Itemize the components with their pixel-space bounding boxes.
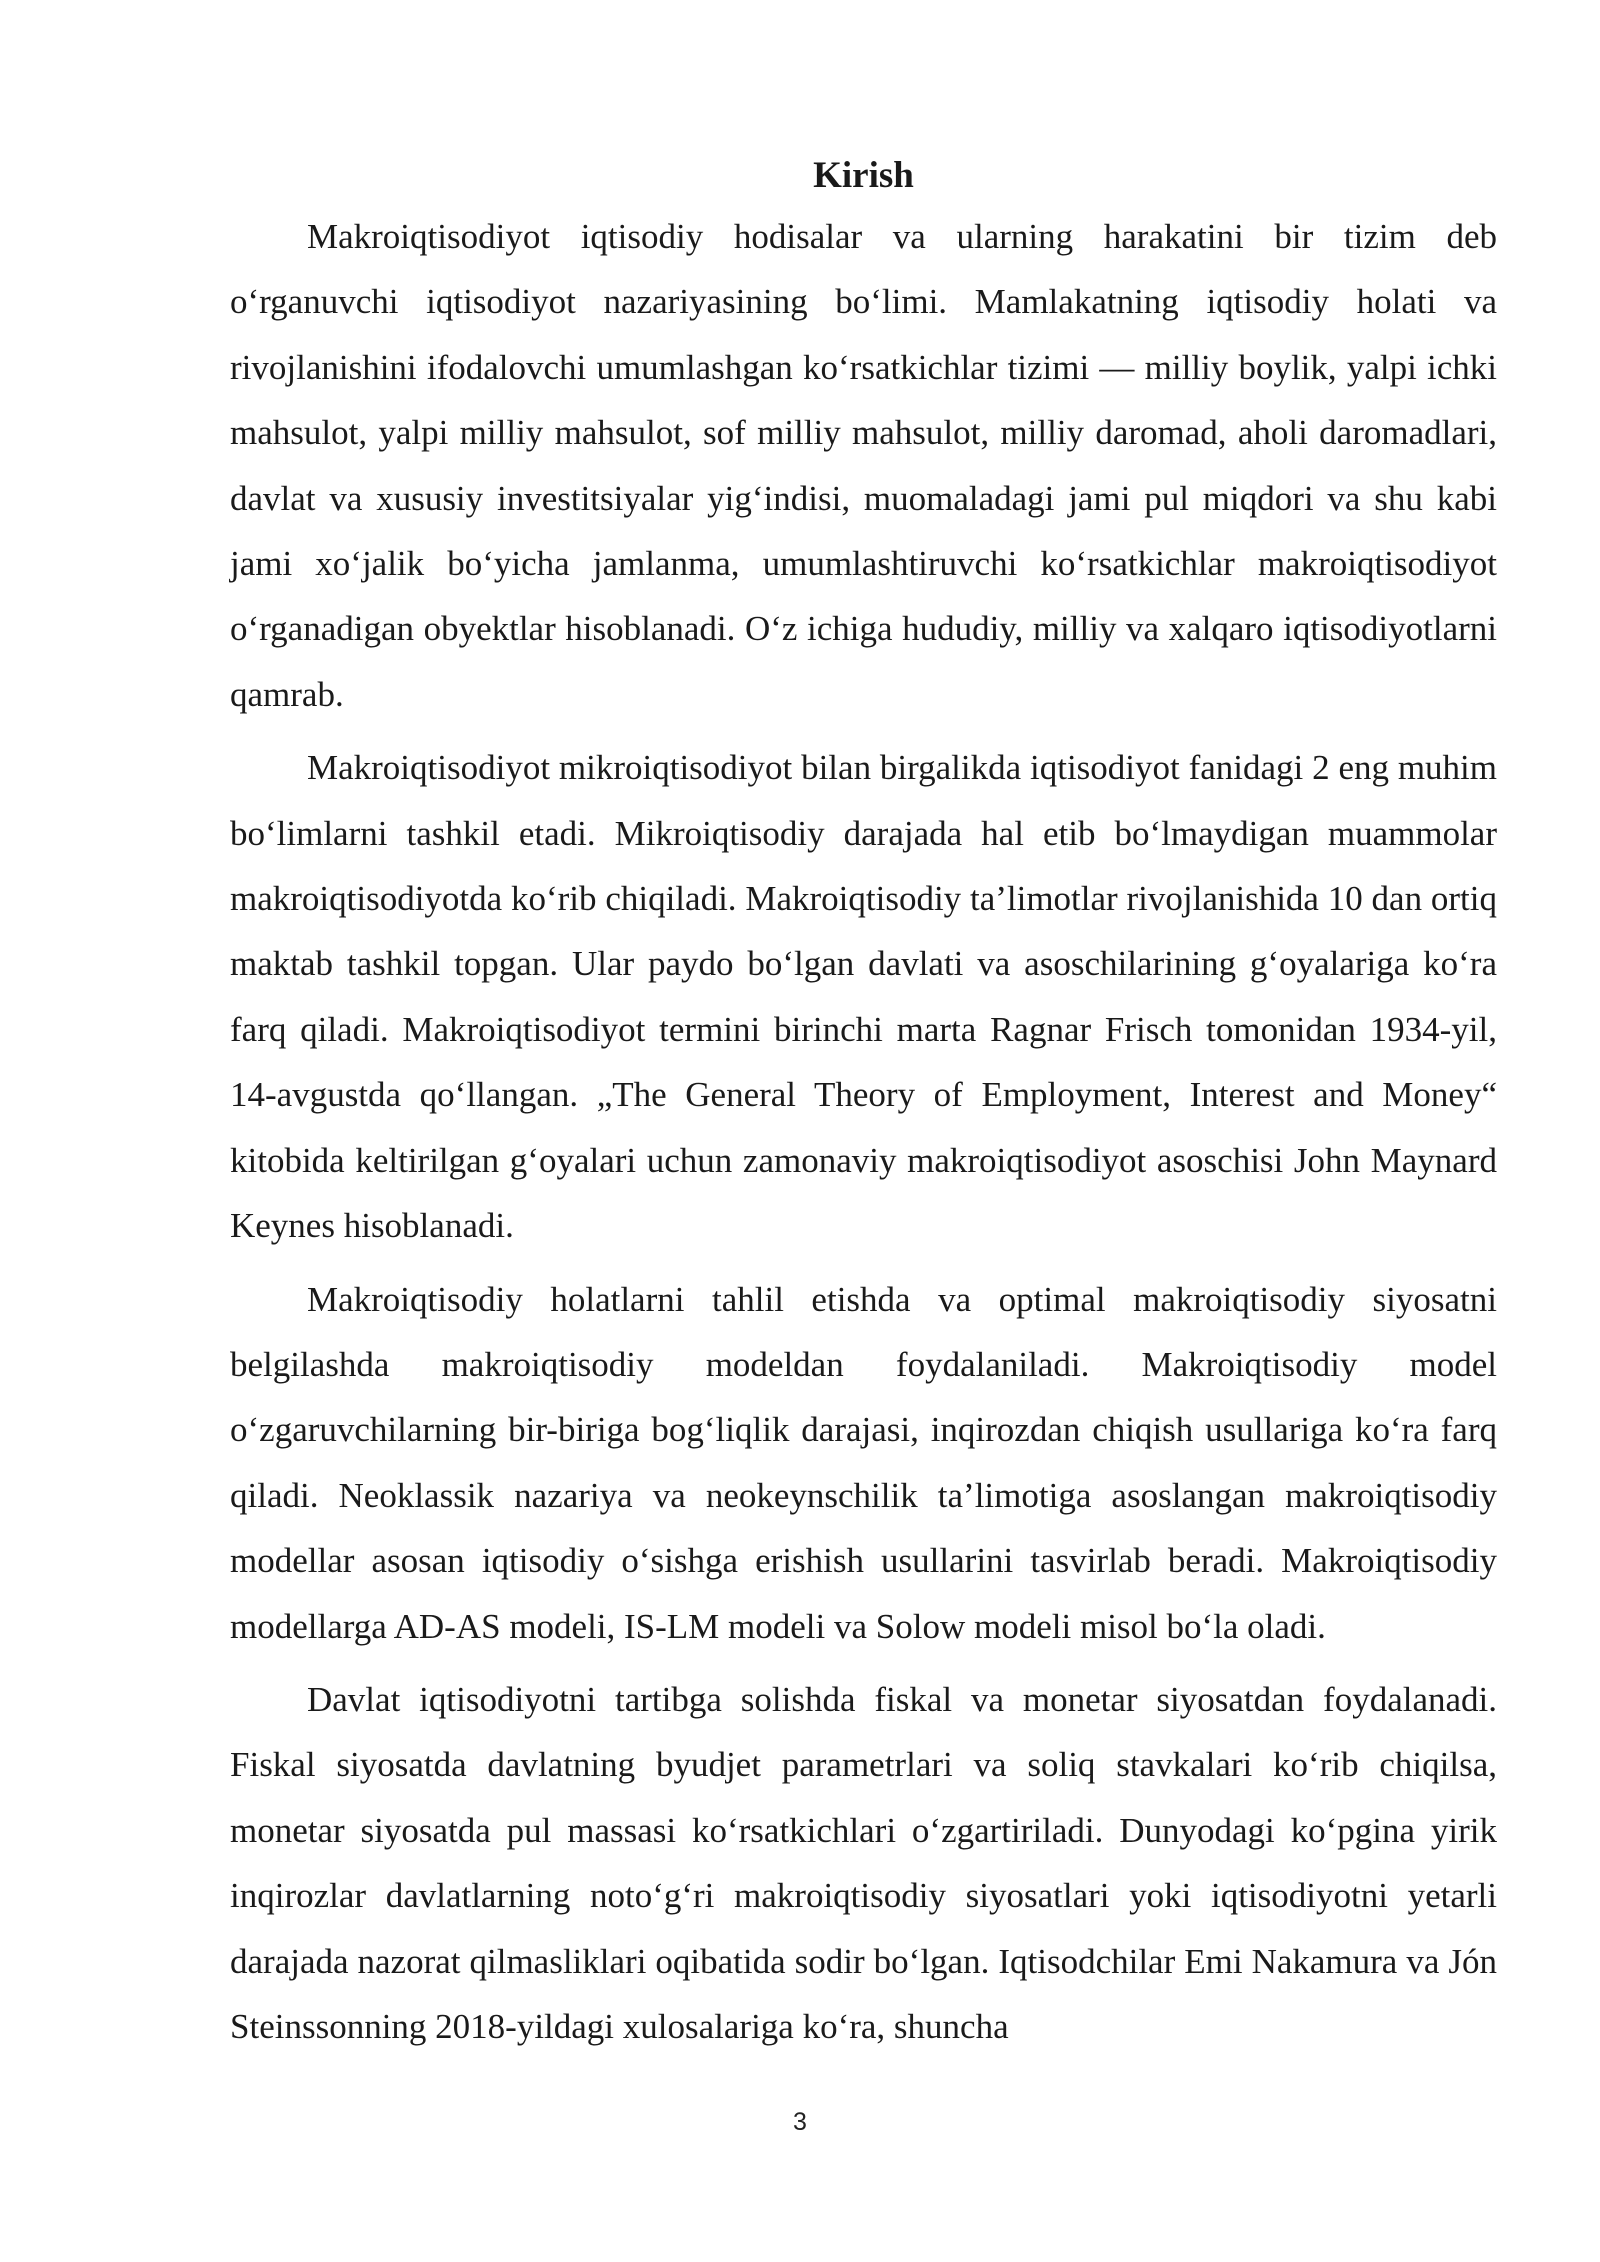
- page-title: Kirish: [813, 155, 914, 196]
- page-body: [230, 150, 1497, 2067]
- paragraph-2: Makroiqtisodiyot mikroiqtisodiyot bilan birgalikda iqtisodiyot fanidagi 2 eng muhim bo‘limlarni tashkil etadi. Mikroiqtisodiy darajada hal etib bo‘lmaydigan muammolar makroiqtisodiyotda ko‘rib chiqiladi. Makroiqtisodiy ta’limotlar rivojlanishida 10 dan ortiq maktab tashkil topgan. Ular paydo bo‘lgan davlati va asoschilarining g‘oyalariga ko‘ra farq qiladi. Makroiqtisodiyot termini birinchi marta Ragnar Frisch tomonidan 1934-yil, 14-avgustda qo‘llangan. „The General Theory of Employment, Interest and Money“ kitobida keltirilgan g‘oyalari uchun zamonaviy makroiqtisodiyot asoschisi John Maynard Keynes hisoblanadi.: [230, 748, 1497, 1246]
- paragraph-3: Makroiqtisodiy holatlarni tahlil etishda va optimal makroiqtisodiy siyosatni belgilashda makroiqtisodiy modeldan foydalaniladi. Makroiqtisodiy model o‘zgaruvchilarning bir-biriga bog‘liqlik darajasi, inqirozdan chiqish usullariga ko‘ra farq qiladi. Neoklassik nazariya va neokeynschilik ta’limotiga asoslangan makroiqtisodiy modellar asosan iqtisodiy o‘sishga erishish usullarini tasvirlab beradi. Makroiqtisodiy modellarga AD-AS modeli, IS-LM modeli va Solow modeli misol bo‘la oladi.: [230, 1279, 1497, 1646]
- page-number: 3: [793, 2108, 807, 2136]
- paragraph-1: Makroiqtisodiyot iqtisodiy hodisalar va ularning harakatini bir tizim deb o‘rganuvchi iqtisodiyot nazariyasining bo‘limi. Mamlakatning iqtisodiy holati va rivojlanishini ifodalovchi umumlashgan ko‘rsatkichlar tizimi — milliy boylik, yalpi ichki mahsulot, yalpi milliy mahsulot, sof milliy mahsulot, milliy daromad, aholi daromadlari, davlat va xususiy investitsiyalar yig‘indisi, muomaladagi jami pul miqdori va shu kabi jami xo‘jalik bo‘yicha jamlanma, umumlashtiruvchi ko‘rsatkichlar makroiqtisodiyot o‘rganadigan obyektlar hisoblanadi. O‘z ichiga hududiy, milliy va xalqaro iqtisodiyotlarni qamrab.: [230, 217, 1497, 714]
- paragraph-4: Davlat iqtisodiyotni tartibga solishda fiskal va monetar siyosatdan foydalanadi. Fiskal siyosatda davlatning byudjet parametrlari va soliq stavkalari ko‘rib chiqilsa, monetar siyosatda pul massasi ko‘rsatkichlari o‘zgartiriladi. Dunyodagi ko‘pgina yirik inqirozlar davlatlarning noto‘g‘ri makroiqtisodiy siyosatlari yoki iqtisodiyotni yetarli darajada nazorat qilmasliklari oqibatida sodir bo‘lgan. Iqtisodchilar Emi Nakamura va Jón Steinssonning 2018-yildagi xulosalariga ko‘ra, shuncha: [230, 1679, 1497, 2046]
